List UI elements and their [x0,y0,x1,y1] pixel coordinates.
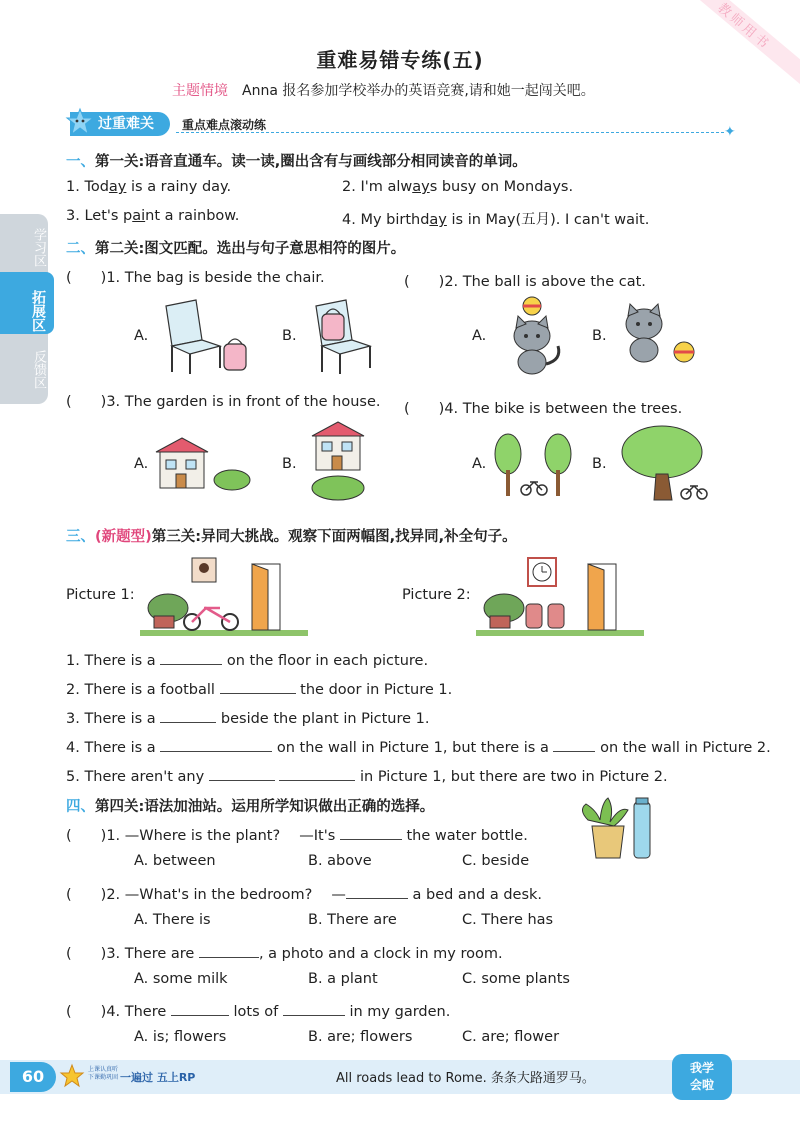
answer-blank[interactable] [160,737,272,752]
option-b-label[interactable]: B. [592,328,607,344]
garden-in-front-of-house-image[interactable] [306,420,370,502]
sentence-5: 5. There aren't any in Picture 1, but there are two in Picture 2. [66,766,668,785]
banner-divider [176,132,724,133]
grammar-question-3: ( )3. There are , a photo and a clock in my room. [66,942,503,963]
choice-b[interactable]: B. above [308,853,372,869]
choice-a[interactable]: A. some milk [134,971,228,987]
answer-blank[interactable] [553,737,595,752]
section-title: 第二关:图文匹配。选出与句子意思相符的图片。 [95,241,406,257]
footer-slogan: 上课认真听 下课勤巩固 [88,1066,119,1081]
choice-a[interactable]: A. There is [134,912,211,928]
answer-blank[interactable] [220,679,296,694]
section-number: 四、 [66,799,95,815]
choice-a[interactable]: A. is; flowers [134,1029,227,1045]
brand-logo: 一遍过 五上RP [120,1071,196,1084]
option-b-label[interactable]: B. [282,328,297,344]
sentence-3: 3. There is a beside the plant in Picture 1. [66,708,429,727]
section-1-heading [66,150,527,171]
page-number: 60 [10,1062,56,1092]
section-number: 二、 [66,241,95,257]
choice-c[interactable]: C. some plants [462,971,570,987]
answer-blank[interactable] [340,825,402,840]
section-title: 第一关:语音直通车。读一读,圈出含有与画线部分相同读音的单词。 [95,154,527,170]
learned-badge[interactable]: 我学 会啦 [672,1054,732,1100]
match-question-3: ( )3. The garden is in front of the house. [66,394,381,410]
option-a-label[interactable]: A. [134,456,149,472]
answer-blank[interactable] [209,766,275,781]
theme-label: 主题情境 [172,83,228,99]
sidebar-tab-study[interactable]: 学习区 [31,228,46,267]
option-a-label[interactable]: A. [472,456,487,472]
theme-text: Anna 报名参加学校举办的英语竞赛,请和她一起闯关吧。 [242,83,595,99]
grammar-question-1: ( )1. —Where is the plant? —It's the water bottle. [66,824,528,845]
answer-blank[interactable] [160,708,216,723]
chair-bag-beside-image[interactable] [156,296,256,376]
match-question-4: ( )4. The bike is between the trees. [404,401,683,417]
sentence-2: 2. There is a football the door in Picture 1. [66,679,452,698]
answer-blank[interactable] [279,766,355,781]
chair-bag-on-image[interactable] [306,296,406,376]
answer-blank[interactable] [171,1001,229,1016]
phonics-item-3[interactable]: 3. Let's paint a rainbow. [66,208,240,224]
theme-line [172,80,595,100]
choice-a[interactable]: A. between [134,853,216,869]
choice-c[interactable]: C. There has [462,912,554,928]
sidebar-tab-extend[interactable]: 拓展区 [30,290,46,332]
grammar-question-2: ( )2. —What's in the bedroom? — a bed and a desk. [66,883,542,904]
match-question-2: ( )2. The ball is above the cat. [404,274,646,290]
bike-between-trees-image[interactable] [494,430,578,498]
choice-c[interactable]: C. are; flower [462,1029,560,1045]
answer-blank[interactable] [199,943,259,958]
option-a-label[interactable]: A. [134,328,149,344]
footer-quote: All roads lead to Rome. 条条大路通罗马。 [336,1071,595,1086]
choice-b[interactable]: B. a plant [308,971,378,987]
star-mascot-icon [60,1064,84,1088]
picture-2-label: Picture 2: [402,587,471,603]
page-title: 重难易错专练(五) [316,48,484,72]
section-banner: 过重难关 [70,112,170,136]
section-number: 三、 [66,529,95,545]
answer-blank[interactable] [346,884,408,899]
sentence-1: 1. There is a on the floor in each picture. [66,650,428,669]
sidebar-tab-feedback[interactable]: 反馈区 [31,350,46,389]
banner-subtitle: 重点难点滚动练 [182,118,267,132]
answer-blank[interactable] [283,1001,345,1016]
grammar-question-4: ( )4. There lots of in my garden. [66,1000,450,1021]
option-a-label[interactable]: A. [472,328,487,344]
match-question-1: ( )1. The bag is beside the chair. [66,270,325,286]
star-mascot-icon [66,108,94,136]
section-title: 第四关:语法加油站。运用所学知识做出正确的选择。 [95,799,435,815]
choice-c[interactable]: C. beside [462,853,530,869]
answer-blank[interactable] [160,650,222,665]
phonics-item-2[interactable]: 2. I'm always busy on Mondays. [342,179,574,195]
option-b-label[interactable]: B. [592,456,607,472]
picture-1-room-image[interactable] [140,556,308,636]
plant-and-bottle-image [578,796,658,862]
new-type-tag: (新题型) [95,529,152,545]
section-4-heading [66,795,434,816]
sentence-4: 4. There is a on the wall in Picture 1, but there is a on the wall in Picture 2. [66,737,771,756]
section-2-heading [66,237,405,258]
picture-1-label: Picture 1: [66,587,135,603]
section-number: 一、 [66,154,95,170]
teacher-edition-ribbon: 教师用书 [666,0,800,94]
star-icon: ✦ [724,124,736,140]
choice-b[interactable]: B. There are [308,912,397,928]
ball-beside-cat-image[interactable] [614,302,698,366]
option-b-label[interactable]: B. [282,456,297,472]
bike-beside-tree-image[interactable] [620,424,716,504]
ball-above-cat-image[interactable] [496,294,568,378]
section-title: 第三关:异同大挑战。观察下面两幅图,找异同,补全句子。 [151,529,517,545]
choice-b[interactable]: B. are; flowers [308,1029,413,1045]
phonics-item-4[interactable]: 4. My birthday is in May(五月). I can't wait. [342,212,650,228]
picture-2-room-image[interactable] [476,556,644,636]
section-3-heading [66,525,517,546]
phonics-item-1[interactable]: 1. Today is a rainy day. [66,179,232,195]
garden-beside-house-image[interactable] [152,434,252,492]
